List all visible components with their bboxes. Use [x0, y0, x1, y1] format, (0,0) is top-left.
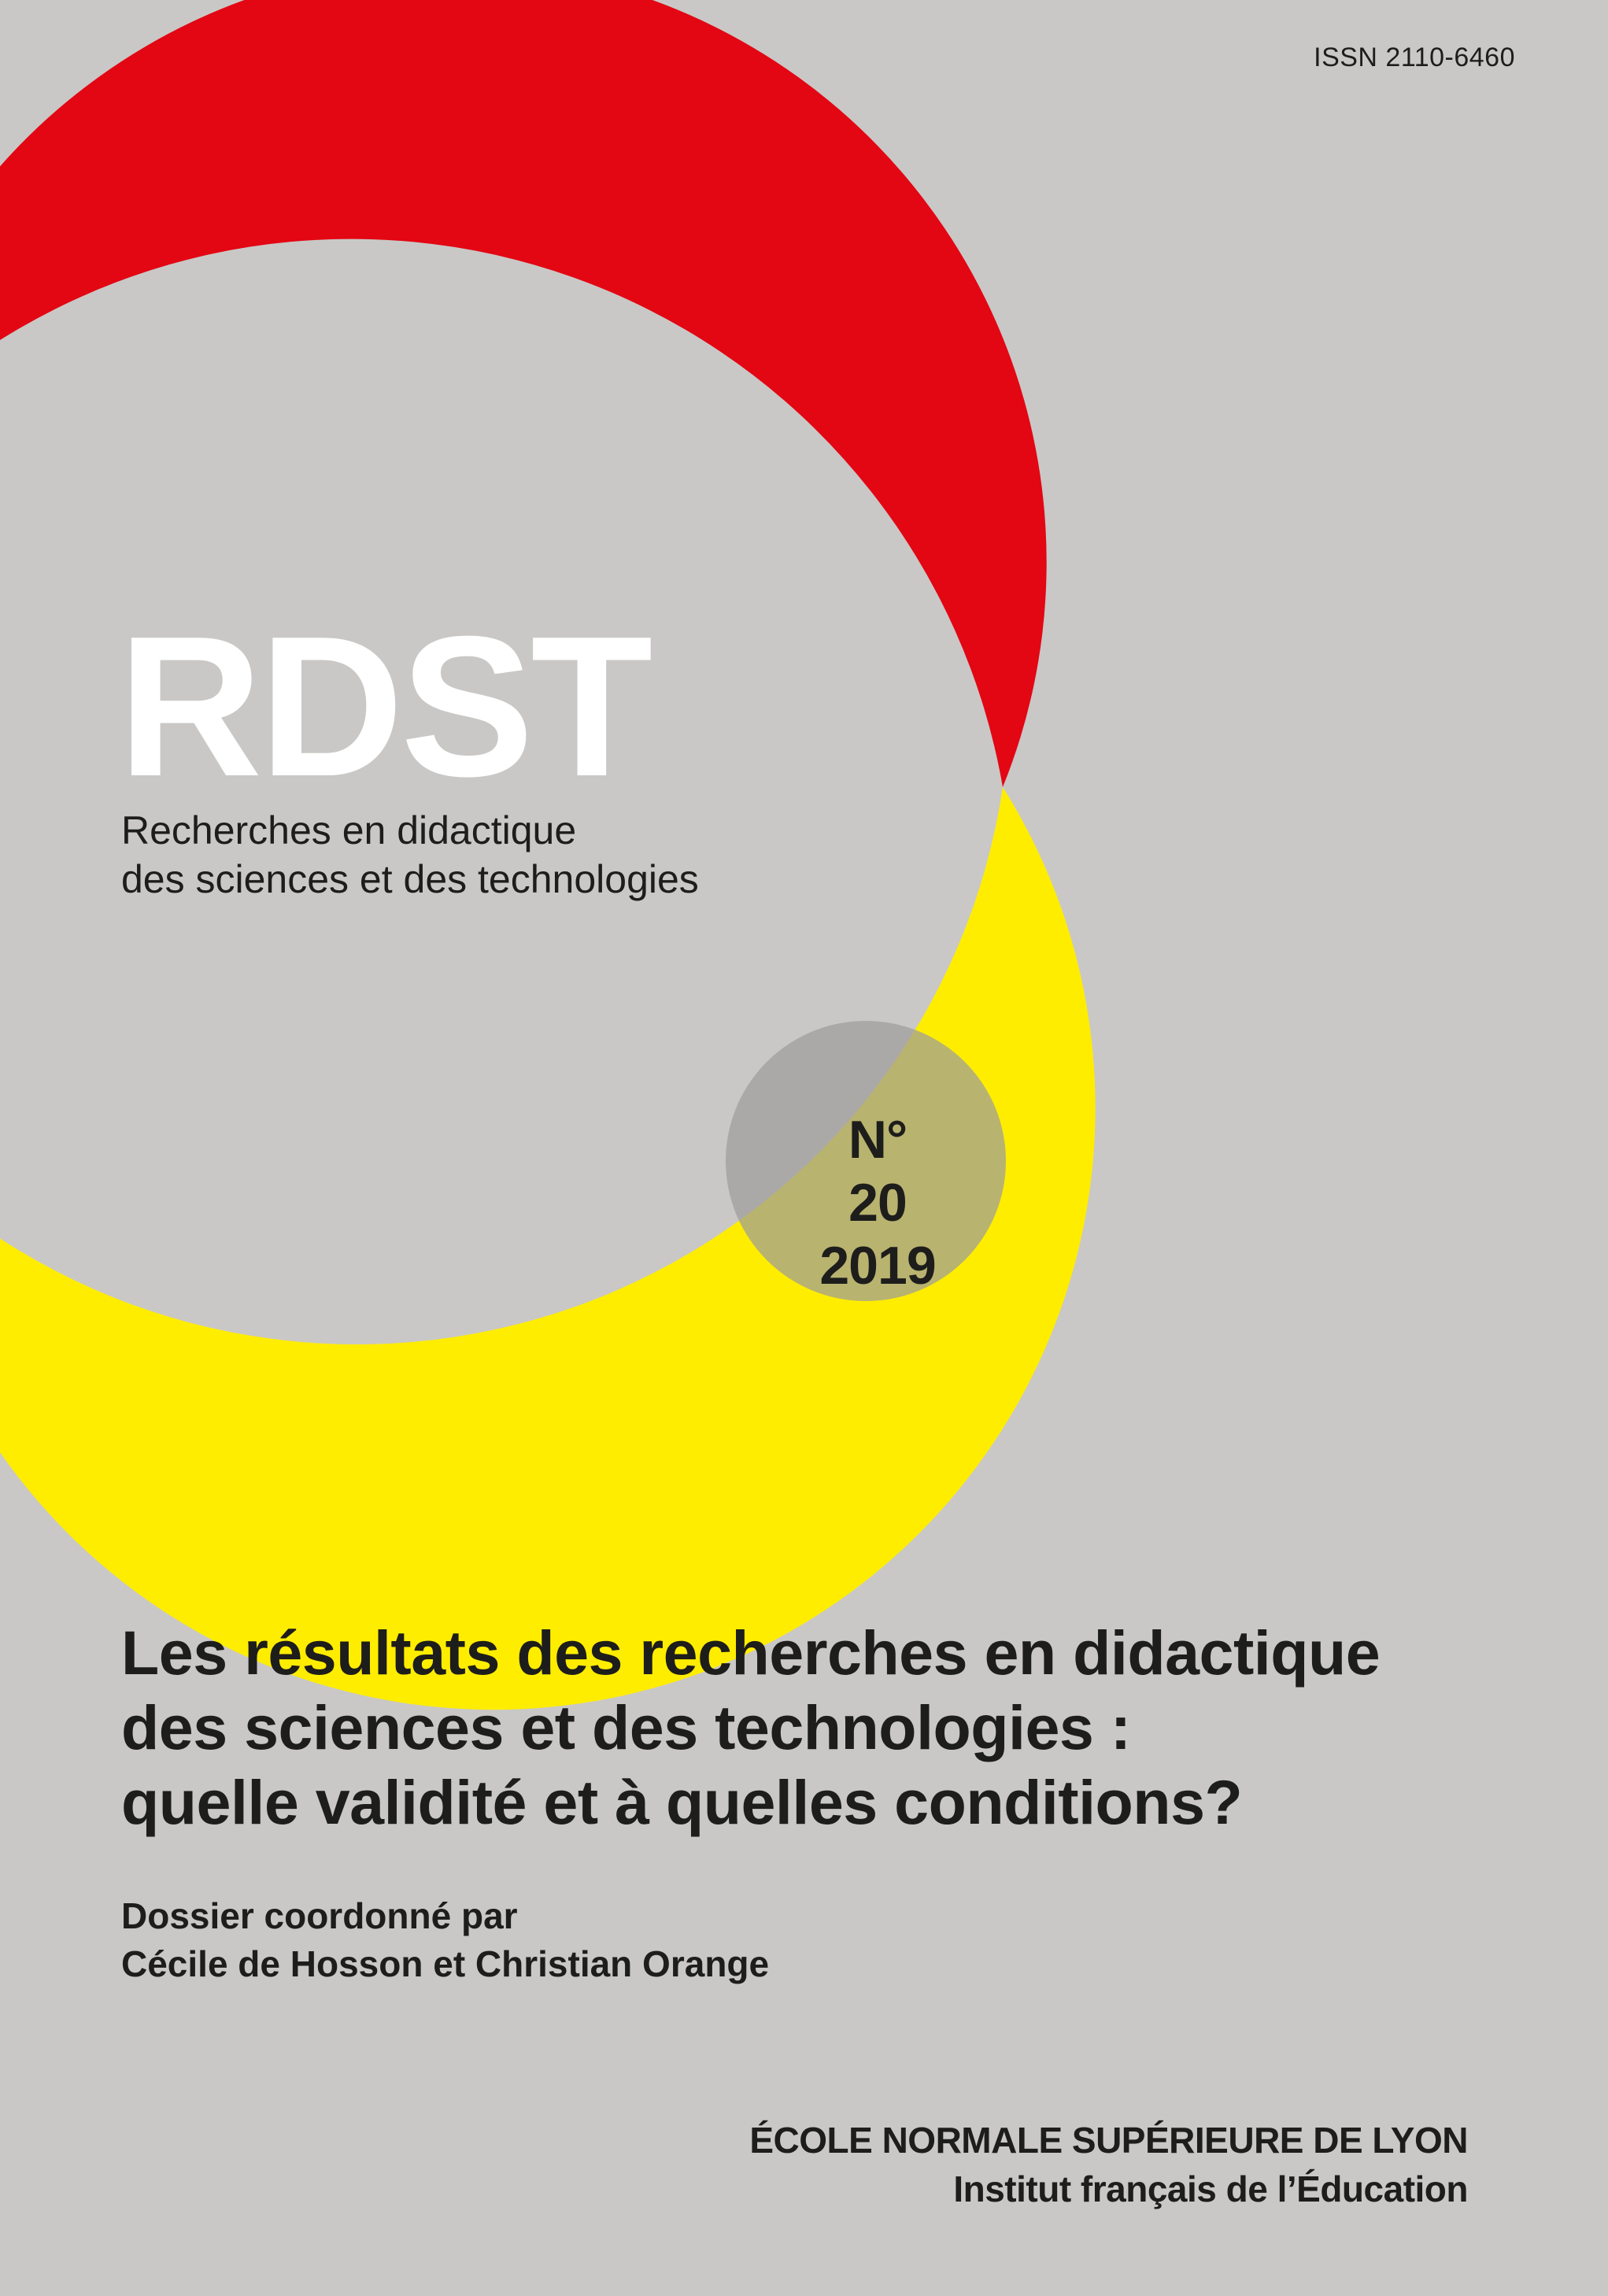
- publisher-block: [749, 2116, 1468, 2213]
- dossier-title: [121, 1615, 1538, 1839]
- coordinated-by-label: Dossier coordonné par: [121, 1895, 518, 1936]
- journal-subtitle-line-1: Recherches en didactique: [121, 808, 577, 852]
- dossier-coordination: [121, 1892, 769, 1988]
- issue-info: [819, 1108, 937, 1297]
- journal-subtitle-line-2: des sciences et des technologies: [121, 857, 699, 901]
- issue-year: 2019: [819, 1236, 936, 1296]
- publisher-institute: Institut français de l’Éducation: [953, 2168, 1468, 2209]
- journal-acronym: RDST: [118, 594, 650, 818]
- issue-number: N° 20: [848, 1110, 908, 1233]
- publisher-name: ÉCOLE NORMALE SUPÉRIEURE DE LYON: [749, 2120, 1468, 2161]
- coordinators-names: Cécile de Hosson et Christian Orange: [121, 1943, 770, 1984]
- issn-label: ISSN 2110-6460: [1314, 43, 1515, 72]
- dossier-title-line-3: quelle validité et à quelles conditions?: [121, 1767, 1243, 1837]
- dossier-title-line-1: Les résultats des recherches en didactique: [121, 1618, 1381, 1688]
- journal-subtitle: [121, 806, 699, 904]
- dossier-title-line-2: des sciences et des technologies :: [121, 1692, 1131, 1762]
